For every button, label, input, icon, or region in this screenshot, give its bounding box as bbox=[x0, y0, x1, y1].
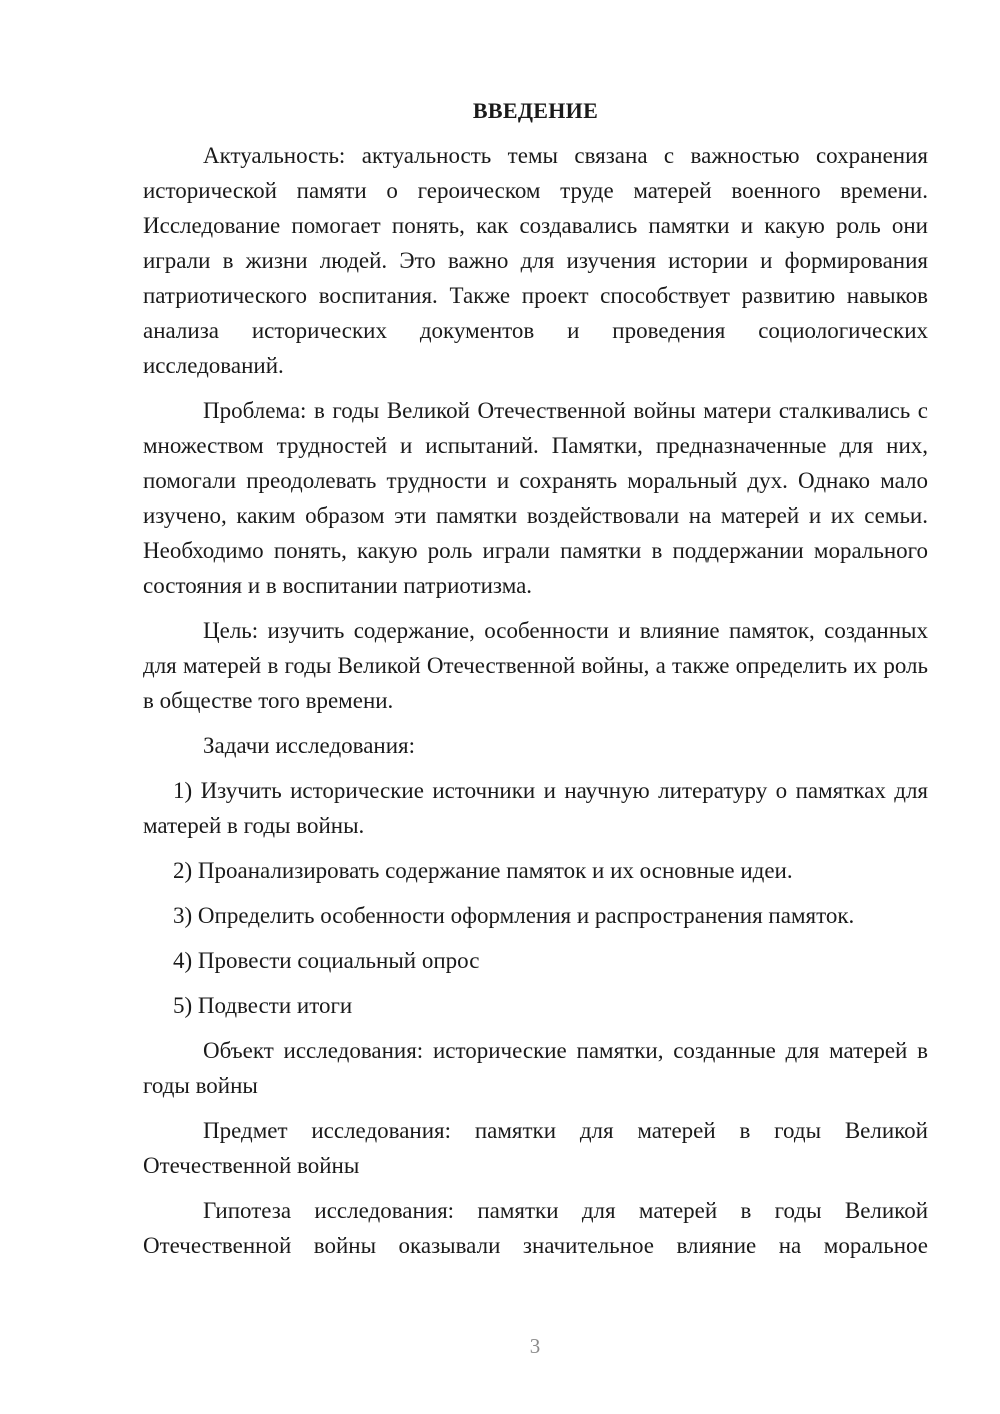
tasks-title: Задачи исследования: bbox=[203, 733, 416, 758]
problem-paragraph: Проблема: в годы Великой Отечественной войны матери сталкивались с множеством трудностей и испытаний. Памятки, предназначенные для них, помогали преодолевать трудности и сохранять моральный дух. Однако мало изучено, каким образом эти памятки воздействовали на матерей и их семьи. Необходимо понять, какую роль играли памятки в поддержании морального состояния и в воспитании патриотизма. bbox=[143, 398, 928, 598]
task-item-4: 4) Провести социальный опрос bbox=[173, 948, 480, 973]
page-number: 3 bbox=[529, 1334, 541, 1358]
goal-paragraph: Цель: изучить содержание, особенности и влияние памяток, созданных для матерей в годы Великой Отечественной войны, а также определить их роль в обществе того времени. bbox=[143, 618, 928, 713]
relevance-paragraph: Актуальность: актуальность темы связана с важностью сохранения исторической памяти о героическом труде матерей военного времени. Исследование помогает понять, как создавались памятки и какую роль они играли в жизни людей. Это важно для изучения истории и формирования патриотического воспитания. Также проект способствует развитию навыков анализа исторических документов и проведения социологических исследований. bbox=[143, 143, 928, 378]
section-heading: ВВЕДЕНИЕ bbox=[472, 98, 599, 123]
task-item-2: 2) Проанализировать содержание памяток и их основные идеи. bbox=[173, 858, 793, 883]
task-item-3: 3) Определить особенности оформления и распространения памяток. bbox=[173, 903, 855, 928]
subject-paragraph: Предмет исследования: памятки для матерей в годы Великой Отечественной войны bbox=[143, 1118, 928, 1178]
tasks-list bbox=[143, 773, 928, 1023]
object-paragraph: Объект исследования: исторические памятки, созданные для матерей в годы войны bbox=[143, 1038, 928, 1098]
task-item-1: 1) Изучить исторические источники и научную литературу о памятках для матерей в годы войны. bbox=[143, 778, 928, 838]
document-body bbox=[143, 96, 928, 1273]
hypothesis-paragraph: Гипотеза исследования: памятки для матерей в годы Великой Отечественной войны оказывали значительное влияние на моральное bbox=[143, 1198, 928, 1258]
task-item-5: 5) Подвести итоги bbox=[173, 993, 353, 1018]
